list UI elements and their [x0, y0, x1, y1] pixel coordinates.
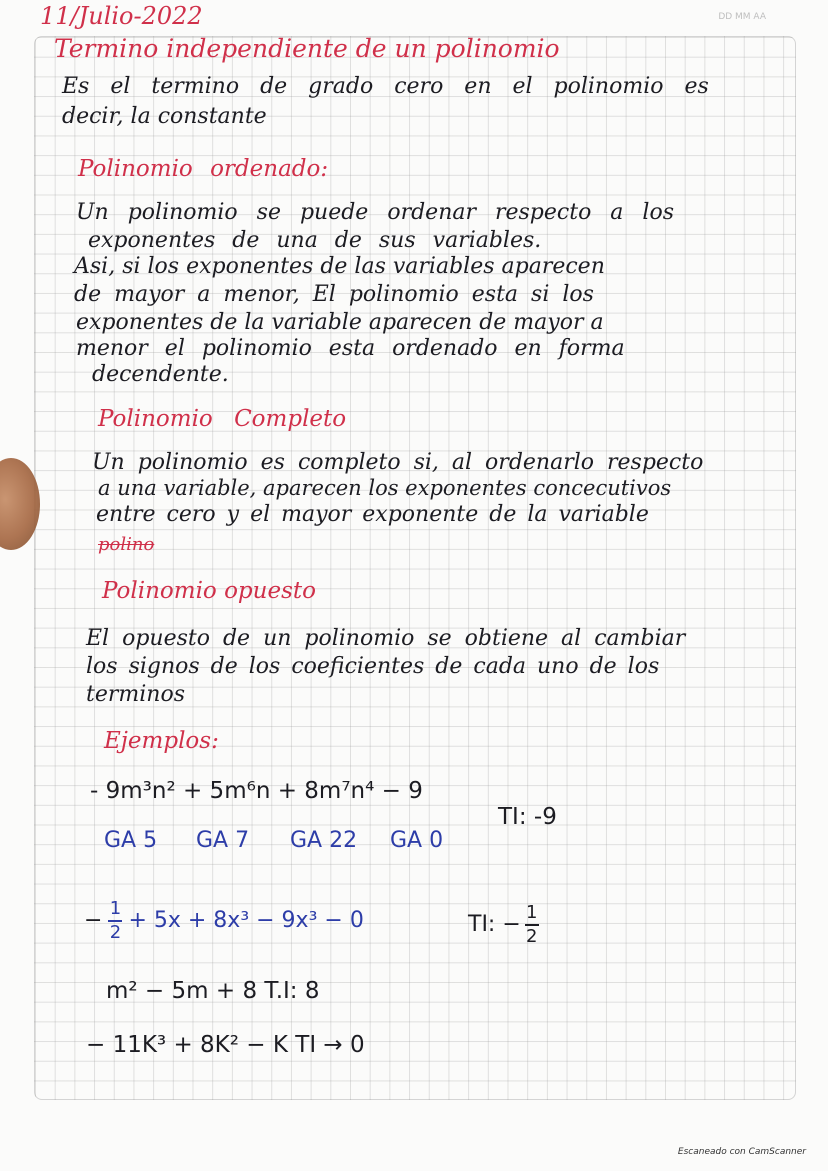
scanner-watermark: Escaneado con CamScanner [677, 1147, 806, 1157]
example-1-ga-2: GA 7 [196, 828, 250, 853]
example-2-ti-den: 2 [526, 926, 538, 947]
example-2-ti-num: 1 [526, 902, 538, 923]
date: 11/Julio-2022 [40, 2, 203, 30]
example-3: m² − 5m + 8 T.I: 8 [106, 978, 320, 1004]
example-1-ga-4: GA 0 [390, 828, 444, 853]
intro-line-2: decir, la constante [62, 104, 267, 129]
date-field-mark: DD MM AA [718, 12, 766, 22]
ordenado-line-5: exponentes de la variable aparecen de mayor a [76, 310, 604, 335]
example-2-rest: + 5x + 8x³ − 9x³ − 0 [128, 908, 364, 933]
example-2-fraction [108, 900, 122, 942]
struck-word: polino [98, 534, 155, 555]
opuesto-line-3: terminos [86, 682, 185, 707]
heading-completo: Polinomio Completo [98, 406, 347, 432]
example-1-polynomial: - 9m³n² + 5m⁶n + 8m⁷n⁴ − 9 [90, 778, 423, 804]
ordenado-line-4: de mayor a menor, El polinomio esta si los [74, 282, 594, 307]
opuesto-line-1: El opuesto de un polinomio se obtiene al cambiar [86, 626, 686, 651]
completo-line-3: entre cero y el mayor exponente de la variable [96, 502, 649, 527]
heading-ordenado: Polinomio ordenado: [78, 156, 329, 182]
heading-opuesto: Polinomio opuesto [102, 578, 316, 604]
ordenado-line-2: exponentes de una de sus variables. [88, 228, 542, 253]
example-2 [84, 900, 364, 942]
intro-line-1: Es el termino de grado cero en el polinomio es [62, 74, 709, 99]
example-2-ti [468, 904, 539, 946]
completo-line-1: Un polinomio es completo si, al ordenarlo respecto [92, 450, 704, 475]
ordenado-line-3: Asi, si los exponentes de las variables aparecen [74, 254, 605, 279]
page-title: Termino independiente de un polinomio [54, 34, 560, 63]
example-2-ti-fraction [525, 904, 539, 946]
ordenado-line-6: menor el polinomio esta ordenado en forma [76, 336, 625, 361]
opuesto-line-2: los signos de los coeficientes de cada uno de los [86, 654, 660, 679]
example-1-ti: TI: -9 [498, 804, 557, 830]
ordenado-line-1: Un polinomio se puede ordenar respecto a los [76, 200, 674, 225]
example-2-lead: − [84, 908, 103, 933]
example-2-ti-label: TI: − [468, 912, 521, 937]
example-1-ga-3: GA 22 [290, 828, 358, 853]
example-1-ga-1: GA 5 [104, 828, 158, 853]
example-2-frac-den: 2 [109, 922, 122, 943]
ordenado-line-7: decendente. [92, 362, 229, 387]
example-2-frac-num: 1 [109, 898, 122, 919]
heading-ejemplos: Ejemplos: [104, 728, 219, 754]
example-4: − 11K³ + 8K² − K TI → 0 [86, 1032, 365, 1058]
completo-line-2: a una variable, aparecen los exponentes concecutivos [98, 476, 672, 500]
